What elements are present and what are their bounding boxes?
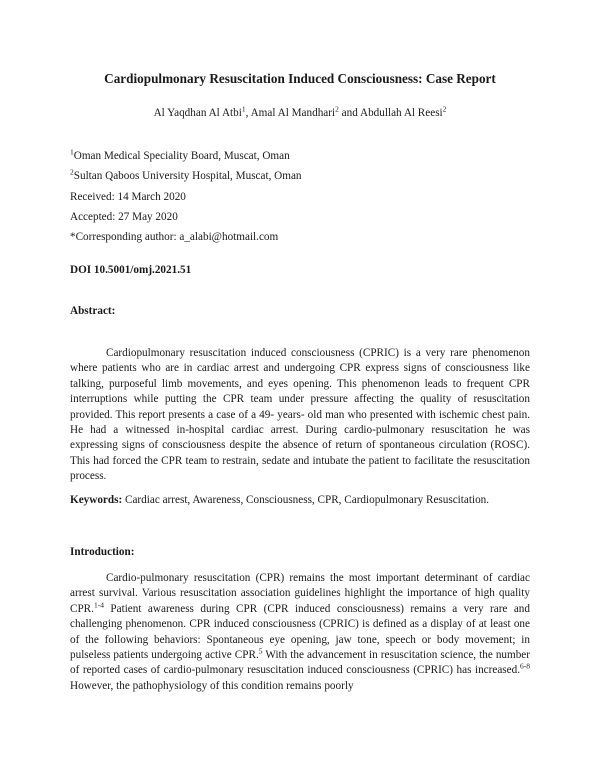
- author-affiliation-mark: 2: [335, 104, 339, 114]
- abstract-body: [70, 346, 530, 485]
- affiliation-text: Oman Medical Speciality Board, Muscat, Oman: [73, 150, 290, 162]
- author-affiliation-mark: 2: [442, 104, 447, 114]
- keywords-label: Keywords:: [70, 494, 123, 506]
- doi: DOI 10.5001/omj.2021.51: [70, 264, 192, 276]
- author-affiliation-mark: 1: [241, 104, 246, 114]
- affiliation-1: [70, 147, 290, 162]
- accepted-date: Accepted: 27 May 2020: [70, 211, 178, 223]
- introduction-body: [70, 571, 530, 694]
- affiliation-2: [70, 167, 302, 182]
- citation-mark: 1-4: [93, 600, 104, 610]
- received-date: Received: 14 March 2020: [70, 191, 186, 203]
- affiliation-text: Sultan Qaboos University Hospital, Muscat, Oman: [73, 170, 302, 182]
- paper-title: Cardiopulmonary Resuscitation Induced Consciousness: Case Report: [104, 71, 496, 86]
- author-name: Al Yaqdhan Al Atbi: [153, 107, 242, 119]
- author-separator: ,: [245, 107, 251, 119]
- affiliation-mark: 2: [70, 167, 74, 177]
- intro-text-4: However, the pathophysiology of this condition remains poorly: [70, 679, 354, 692]
- keywords-text: Cardiac arrest, Awareness, Consciousness, CPR, Cardiopulmonary Resuscitation.: [122, 494, 490, 506]
- corresponding-author: *Corresponding author: a_alabi@hotmail.com: [70, 231, 279, 243]
- author-separator: and: [338, 107, 360, 119]
- introduction-heading: Introduction:: [70, 546, 135, 558]
- affiliation-mark: 1: [70, 147, 74, 157]
- author-line: [0, 104, 600, 119]
- intro-text-1: Cardio-pulmonary resuscitation (CPR) remains the most important determinant of cardiac arrest survival. Various resuscitation association guidelines highlight the importance of high quality CPR.: [70, 572, 530, 615]
- abstract-heading: Abstract:: [70, 305, 116, 317]
- author-name: Amal Al Mandhari: [250, 107, 336, 119]
- abstract-text: Cardiopulmonary resuscitation induced consciousness (CPRIC) is a very rare phenomenon where patients who are in cardiac arrest and undergoing CPR express signs of consciousness like talking, purposeful limb movements, and eyes opening. This phenomenon leads to frequent CPR interruptions while putting the CPR team under pressure affecting the quality of resuscitation provided. This report presents a case of a 49- years- old man who presented with ischemic chest pain. He had a witnessed in-hospital cardiac arrest. During cardio-pulmonary resuscitation he was expressing signs of consciousness despite the absence of return of spontaneous circulation (ROSC). This had forced the CPR team to restrain, sedate and intubate the patient to facilitate the resuscitation process.: [70, 347, 530, 483]
- author-name: Abdullah Al Reesi: [360, 107, 443, 119]
- citation-mark: 6-8: [520, 661, 530, 671]
- keywords: [70, 494, 530, 506]
- intro-text-3: With the advancement in resuscitation science, the number of reported cases of cardio-pulmonary resuscitation induced consciousness (CPRIC) has increased.: [70, 649, 530, 677]
- intro-text-2: Patient awareness during CPR (CPR induced consciousness) remains a very rare and challenging phenomenon. CPR induced consciousness (CPRIC) is defined as a display of at least one of the following behaviors: Spontaneous eye opening, jaw tone, speech or body movement; in pulseless patients undergoing active CPR.: [70, 602, 530, 662]
- citation-mark: 5: [258, 646, 263, 656]
